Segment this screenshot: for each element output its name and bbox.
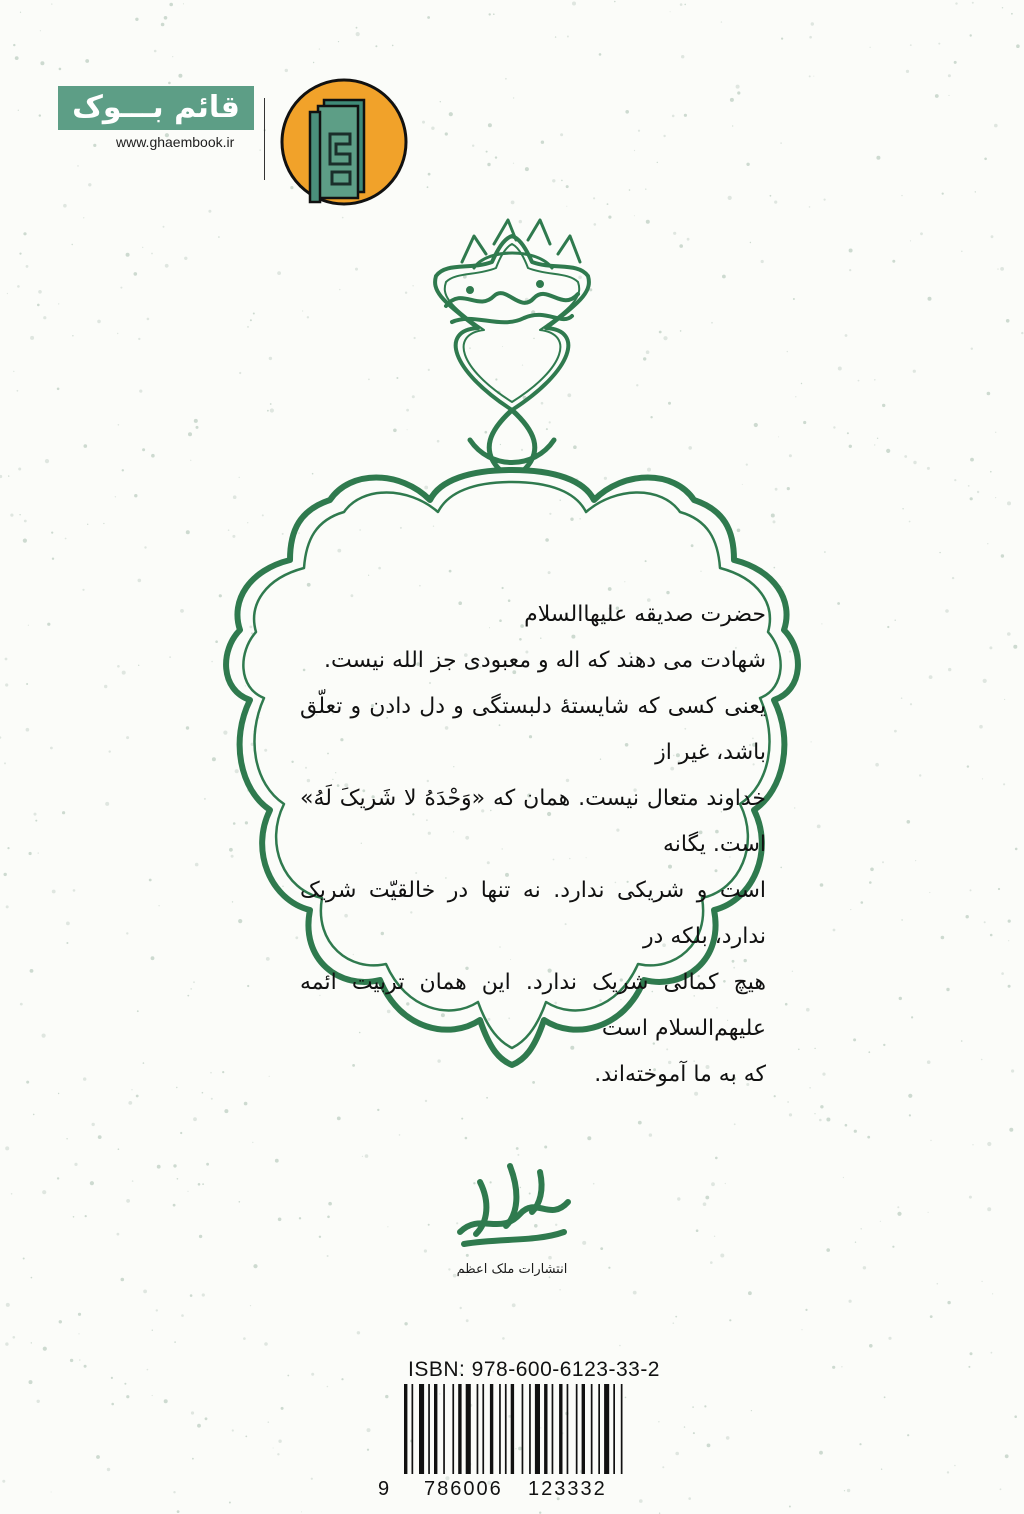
- quote-line: یعنی کسی که شایستهٔ دلبستگی و دل دادن و تعلّق باشد، غیر از: [300, 694, 766, 765]
- quote-heading: حضرت صدیقه علیهاالسلام: [524, 602, 766, 627]
- quote-line: هیچ کمالی شریک ندارد. این همان تربیت ائمه علیهم‌السلام است: [300, 970, 766, 1041]
- quote-line: خداوند متعال نیست. همان که «وَحْدَهُ لا شَریکَ لَهُ» است. یگانه: [300, 786, 766, 857]
- isbn-barcode: [400, 1384, 634, 1480]
- publisher-name: انتشارات ملک اعظم: [456, 1262, 568, 1277]
- publisher-logo-text: ملک اعظم: [512, 1252, 517, 1253]
- quote-block: [300, 592, 766, 1098]
- quote-line: که به ما آموخته‌اند.: [594, 1062, 766, 1087]
- barcode-digits-left: 786006: [424, 1478, 503, 1500]
- isbn-label: ISBN: 978-600-6123-33-2: [408, 1358, 660, 1381]
- barcode-digits-right: 123332: [528, 1478, 607, 1500]
- quote-line: است و شریکی ندارد. نه تنها در خالقیّت شریک ندارد، بلکه در: [300, 878, 766, 949]
- publisher-badge-name: قائم بـــوک: [58, 86, 254, 130]
- publisher-logo: [440, 1152, 584, 1256]
- barcode-digit-first: 9: [378, 1478, 392, 1500]
- quote-line: شهادت می دهند که اله و معبودی جز الله نیست.: [324, 648, 766, 673]
- publisher-badge-url: www.ghaembook.ir: [116, 134, 235, 150]
